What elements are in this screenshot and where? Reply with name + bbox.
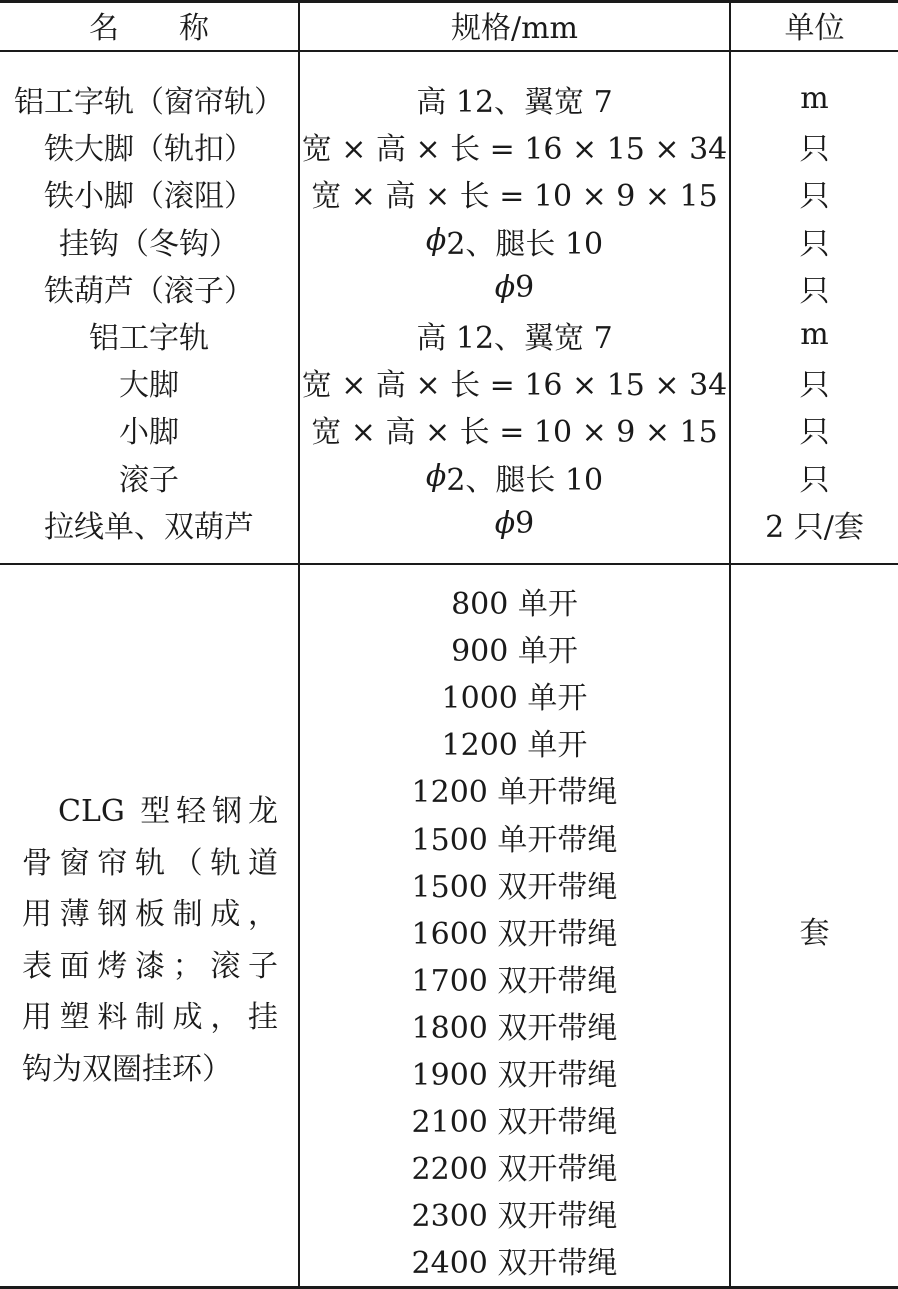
clg-spec-item: 2300 双开带绳 — [411, 1198, 618, 1234]
row-unit: 只 — [799, 462, 830, 498]
row-name: 挂钩（冬钩） — [59, 226, 239, 262]
row-name: 铝工字轨（窗帘轨） — [14, 84, 284, 120]
clg-description-line: 钩为双圈挂环） — [22, 1051, 232, 1087]
header-unit: 单位 — [784, 11, 845, 46]
row-spec — [300, 264, 729, 311]
row-unit: 只 — [799, 273, 830, 309]
row-spec-value: 9 — [515, 270, 535, 305]
clg-spec-item: 1900 双开带绳 — [411, 1057, 618, 1093]
clg-spec-item: 1200 单开带绳 — [411, 774, 618, 810]
row-name: 铝工字轨 — [89, 320, 209, 356]
clg-spec-item: 1500 单开带绳 — [411, 822, 618, 858]
header-bottom-rule — [0, 50, 898, 52]
row-spec: 宽 × 高 × 长 = 16 × 15 × 34 — [301, 131, 728, 167]
section-divider-rule — [0, 563, 898, 565]
row-spec: 高 12、翼宽 7 — [416, 84, 613, 120]
clg-unit: 套 — [799, 915, 830, 951]
clg-spec-item: 2200 双开带绳 — [411, 1151, 618, 1187]
row-spec: 宽 × 高 × 长 = 10 × 9 × 15 — [311, 178, 718, 214]
header-spec: 规格/mm — [450, 11, 578, 46]
clg-description — [22, 786, 278, 1095]
row-spec — [300, 217, 729, 264]
clg-spec-item: 1500 双开带绳 — [411, 869, 618, 905]
row-name: 铁葫芦（滚子） — [44, 273, 254, 309]
clg-description-line: 用薄钢板制成， — [22, 897, 278, 932]
phi-symbol: ϕ — [425, 223, 447, 258]
clg-spec-item: 1000 单开 — [441, 680, 588, 716]
row-spec — [300, 500, 729, 547]
row-name: 铁大脚（轨扣） — [44, 131, 254, 167]
row-unit: 只 — [799, 178, 830, 214]
clg-spec-item: 1800 双开带绳 — [411, 1010, 618, 1046]
row-name: 滚子 — [119, 462, 179, 498]
row-name: 拉线单、双葫芦 — [44, 509, 254, 545]
clg-description-line: CLG 型轻钢龙 — [58, 794, 278, 829]
phi-symbol: ϕ — [494, 506, 516, 541]
clg-description-line: 表面烤漆；滚子 — [22, 948, 278, 984]
clg-spec-item: 800 单开 — [451, 586, 578, 622]
phi-symbol: ϕ — [425, 459, 447, 494]
row-name: 铁小脚（滚阻） — [44, 178, 254, 214]
row-unit: m — [800, 81, 829, 116]
phi-symbol: ϕ — [494, 270, 516, 305]
row-unit: 2 只/套 — [765, 509, 864, 545]
row-spec-value: 2、腿长 10 — [446, 462, 604, 498]
row-spec: 宽 × 高 × 长 = 16 × 15 × 34 — [301, 367, 728, 403]
clg-spec-item: 1600 双开带绳 — [411, 916, 618, 952]
row-unit: m — [800, 317, 829, 352]
clg-spec-item: 900 单开 — [451, 633, 578, 669]
row-spec — [300, 453, 729, 500]
clg-spec-item: 1200 单开 — [441, 727, 588, 763]
row-unit: 只 — [799, 226, 830, 262]
header-name: 名 称 — [89, 11, 209, 46]
row-spec: 宽 × 高 × 长 = 10 × 9 × 15 — [311, 414, 718, 450]
clg-spec-item: 1700 双开带绳 — [411, 963, 618, 999]
clg-spec-item: 2100 双开带绳 — [411, 1104, 618, 1140]
row-name: 小脚 — [119, 414, 179, 450]
row-name: 大脚 — [119, 367, 179, 403]
row-unit: 只 — [799, 131, 830, 167]
row-spec: 高 12、翼宽 7 — [416, 320, 613, 356]
row-spec-value: 9 — [515, 506, 535, 541]
clg-description-line: 骨窗帘轨（轨道 — [22, 845, 278, 881]
clg-description-line: 用塑料制成，挂 — [22, 1000, 278, 1035]
row-unit: 只 — [799, 414, 830, 450]
clg-spec-item: 2400 双开带绳 — [411, 1245, 618, 1281]
row-unit: 只 — [799, 367, 830, 403]
row-spec-value: 2、腿长 10 — [446, 226, 604, 262]
